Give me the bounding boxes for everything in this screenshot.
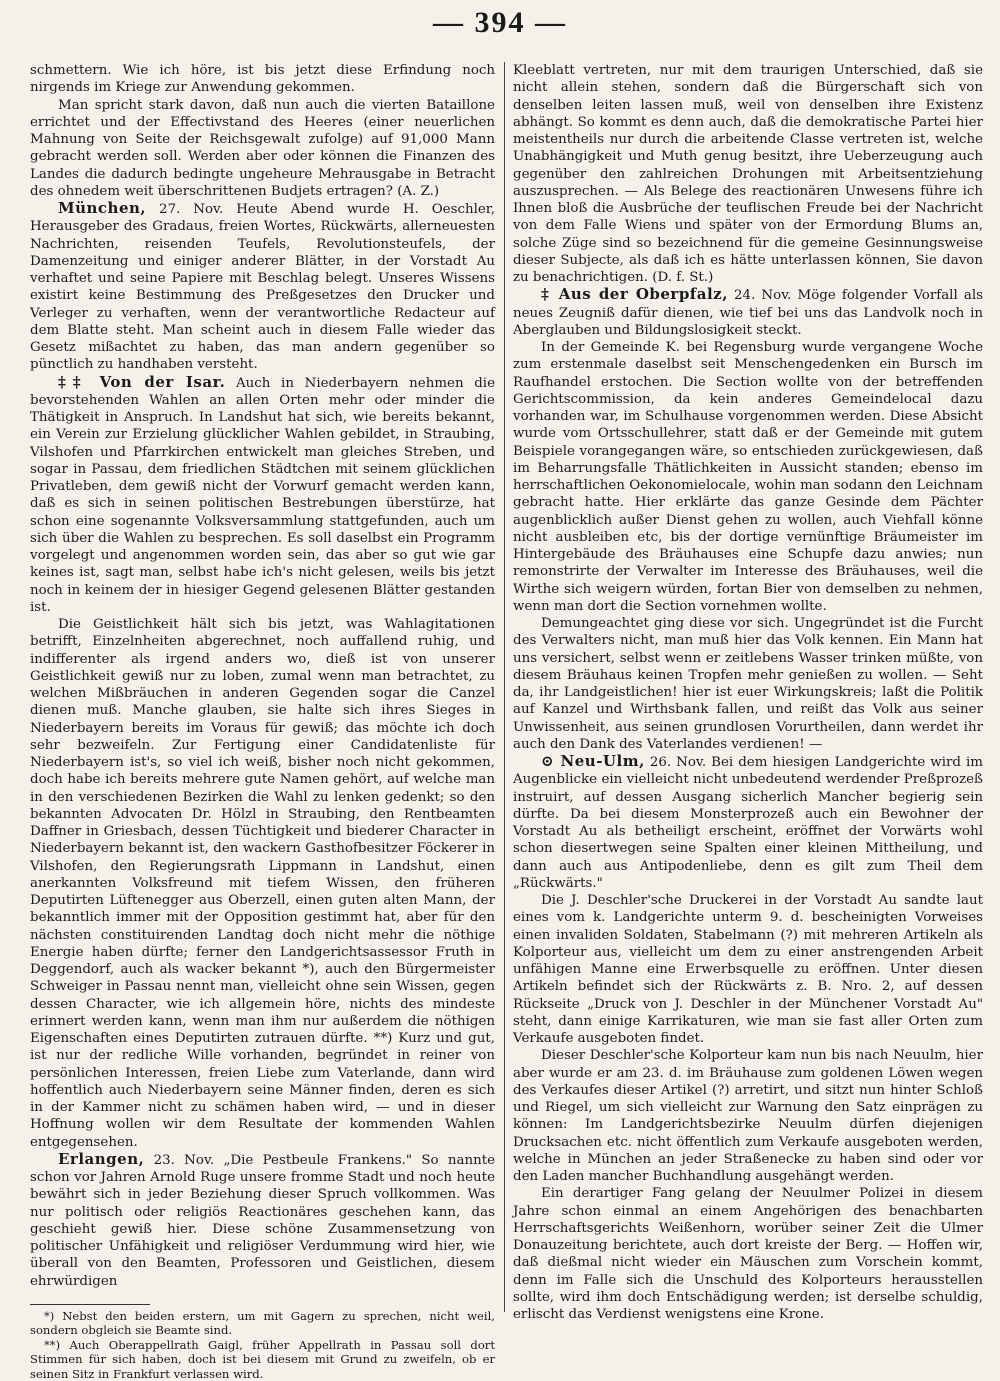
- dateline-place: ‡ Aus der Oberpfalz,: [541, 285, 728, 304]
- article-paragraph: [513, 615, 983, 753]
- paragraph-text: Ein derartiger Fang gelang der Neuulmer Polizei in diesem Jahre schon einmal an einem Angehörigen des benachbarten Herrschaftsgerichts Weißenhorn, worüber seiner Zeit die Ulmer Donauzeitung berichtete, auch dort kreiste der Berg. — Hoffen wir, daß dießmal nicht wieder ein Mäuschen zum Vorschein kommt, denn im Falle sich die Unschuld des Kolporteurs herausstellen sollte, wird ihm doch Entschädigung werden; ist derselbe schuldig, erlischt das Verdienst wenigstens eine Krone.: [513, 1186, 983, 1322]
- article-paragraph: [30, 616, 495, 1151]
- dateline-place: ⊙ Neu-Ulm,: [541, 752, 645, 770]
- dateline-place: Erlangen,: [58, 1149, 145, 1168]
- paragraph-text: Auch in Niederbayern nehmen die bevorstehenden Wahlen an allen Orten mehr oder minder die Thätigkeit in Anspruch. In Landshut hat sich, wie bereits bekannt, ein Verein zur Erzielung glücklicher Wahlen gebildet, in Straubing, Vilshofen und Pfarrkirchen entwickelt man gleiches Streben, und sogar in Passau, dem friedlichen Städtchen mit seinem glücklichen Privatleben, dem gewiß nicht der Vorwurf gemacht werden kann, daß es sich in seinen politischen Bestrebungen überstürze, hat schon eine sogenannte Volksversammlung stattgefunden, auch um sich über die Wahlen zu besprechen. Es soll daselbst ein Programm vorgelegt und angenommen worden sein, das aber so gut wie gar keines ist, sagt man, selbst habe ich's nicht gelesen, weils bis jetzt noch in keinem der in hiesiger Gegend gelesenen Blätter gestanden ist.: [30, 375, 495, 615]
- paragraph-text: In der Gemeinde K. bei Regensburg wurde vergangene Woche zum erstenmale daselbst seit Menschengedenken ein Bursch im Raufhandel erstochen. Die Section wollte von der betreffenden Gerichtscommission, da kein anderes Gemeindelocal dazu vorhanden war, im Schulhause vorgenommen werden. Diese Absicht wurde vom Ortsschullehrer, statt daß er der Gemeinde mit gutem Beispiele vorangegangen wäre, so entschieden zurückgewiesen, daß im Beharrungsfalle Thätlichkeiten in Aussicht standen; ebenso im herrschaftlichen Oekonomielocale, wohin man sodann den Leichnam gebracht hatte. Hier erklärte das ganze Gesinde dem Pächter augenblicklich außer Dienst gehen zu wollen, auch Viehfall könne nicht ausbleiben etc, bis der dortige vernünftige Bräumeister im Hintergebäude des Bräuhauses eine Schupfe dazu anwies; nun remonstrirte der Verwalter im Interesse des Bräuhauses, weil die Wirthe sich weigern würden, fortan Bier von demselben zu nehmen, wenn man dort die Section vornehmen wollte.: [513, 340, 983, 614]
- paragraph-text: Die Geistlichkeit hält sich bis jetzt, was Wahlagitationen betrifft, Einzelnheiten abgerechnet, noch auffallend ruhig, und indifferenter als irgend anders wo, dieß ist von unserer Geistlichkeit gewiß nur zu loben, zumal wenn man betrachtet, zu welchen Mißbräuchen in anderen Gegenden sogar die Canzel dienen muß. Manche glauben, sie halte sich ihres Sieges in Niederbayern bereits im Voraus für gewiß; das möchte ich doch sehr bezweifeln. Zur Fertigung einer Candidatenliste für Niederbayern ist's, so viel ich weiß, bisher noch nicht gekommen, doch habe ich bereits mehrere gute Namen gehört, auf welche man in den verschiedenen Bezirken die Wahl zu lenken gedenkt; so den bekannten Advocaten Dr. Hölzl in Straubing, den Rentbeamten Daffner in Griesbach, dessen Tüchtigkeit und biederer Character in Niederbayern bekannt ist, den wackern Gasthofbesitzer Föckerer in Vilshofen, den Regierungsrath Lippmann in Landshut, einen anerkannten Volksfreund mit tiefem Wissen, den früheren Deputirten Lüftenegger aus Oberzell, einen guten alten Mann, der bekanntlich immer mit der Opposition gestimmt hat, aber für den nächsten constituirenden Landtag doch nicht mehr die nöthige Energie haben dürfte; ferner den Landgerichtsassessor Fruth in Deggendorf, auch als wacker bekannt *), auch den Bürgermeister Schweiger in Passau nennt man, vielleicht ohne sein Wissen, gegen dessen Character, wie ich allgemein höre, nichts des mindeste erinnert werden kann, wenn man ihm nur außerdem die nöthigen Eigenschaften eines Deputirten zutrauen dürfte. **) Kurz und gut, ist nur der redliche Wille vorhanden, begründet in reiner von persönlichen Interessen, freien Liebe zum Vaterlande, dann wird hoffentlich auch Niederbayern seine Männer finden, deren es sich in der Kammer nicht zu schämen haben wird, — und in dieser Hoffnung wollen wir dem Resultate der kommenden Wahlen entgegensehen.: [30, 617, 495, 1150]
- paragraph-text: 24. Nov. Möge folgender Vorfall als neues Zeugniß dafür dienen, wie tief bei uns das Landvolk noch in Aberglauben und Bildungslosigkeit steckt.: [513, 288, 983, 338]
- article-paragraph: [30, 62, 495, 97]
- article-neu-ulm: [513, 753, 983, 892]
- article-isar: [30, 374, 495, 617]
- article-oberpfalz: [513, 286, 983, 339]
- column-divider: [504, 62, 505, 1312]
- article-munich: [30, 200, 495, 374]
- paragraph-text: Dieser Deschler'sche Kolporteur kam nun bis nach Neuulm, hier aber wurde er am 23. d. im Bräuhause zum goldenen Löwen wegen des Verkaufes dieser Artikel (?) arretirt, und sitzt nun hinter Schloß und Riegel, um sich vielleicht zur Warnung den Satz einprägen zu können: Im Landgerichtsbezirke Neuulm dürfen diejenigen Drucksachen etc. nicht öffentlich zum Verkaufe ausgeboten werden, welche in München an jeder Straßenecke zu haben sind oder vor den Laden mancher Buchhandlung ausgehängt werden.: [513, 1048, 983, 1184]
- article-erlangen: [30, 1151, 495, 1290]
- footnote: **) Auch Oberappellrath Gaigl, früher Appellrath in Passau soll dort Stimmen für sich haben, doch ist bei diesem mit Grund zu zweifeln, ob er seinen Sitz in Frankfurt verlassen wird.: [30, 1337, 495, 1381]
- footnote-rule: [30, 1304, 150, 1305]
- article-paragraph: [513, 62, 983, 286]
- paragraph-text: 26. Nov. Bei dem hiesigen Landgerichte wird im Augenblicke ein vielleicht nicht unbedeutend werdender Preßprozeß instruirt, auf dessen Ausgang sicherlich Mancher begierig sein dürfte. Da bei diesem Monsterprozeß auch ein Bewohner der Vorstadt Au als betheiligt erscheint, eröffnet der Vorwärts wohl schon diesertwegen seine Spalten einer kleinen Mittheilung, und dann auch aus Antipodenliebe, denn es gilt zum Theil dem „Rückwärts.": [513, 755, 983, 891]
- article-paragraph: [513, 339, 983, 615]
- paragraph-text: Kleeblatt vertreten, nur mit dem traurigen Unterschied, daß sie nicht allein stehen, sondern daß die Bürgerschaft sich von denselben leiten lassen muß, weil von denselben ihre Existenz abhängt. So kommt es denn auch, daß die demokratische Partei hier meistentheils nur durch die arbeitende Classe vertreten ist, welche Unabhängigkeit und Muth genug besitzt, ihre Ueberzeugung auch gegenüber den zahlreichen Drohungen mit Arbeitsentziehung auszusprechen. — Als Belege des reactionären Unwesens führe ich Ihnen bloß die Ausbrüche der teuflischen Freude bei der Nachricht von dem Falle Wiens und später von der Ermordung Blums an, solche Züge sind so bezeichnend für die gemeine Gesinnungsweise dieser Subjecte, als daß ich es hätte unterlassen können, Sie davon zu benachrichtigen. (D. f. St.): [513, 63, 983, 285]
- page-number: — 394 —: [433, 6, 567, 39]
- dateline-place: ‡‡ Von der Isar.: [58, 372, 226, 391]
- article-paragraph: [513, 1185, 983, 1323]
- paragraph-text: Demungeachtet ging diese vor sich. Ungegründet ist die Furcht des Verwalters nicht, man muß hier das Volk kennen. Ein Mann hat uns versichert, selbst wenn er zeitlebens Wasser trinken müßte, von diesem Bräuhaus keinen Tropfen mehr genießen zu wollen. — Seht da, ihr Landgeistlichen! hier ist euer Wirkungskreis; laßt die Politik auf Kanzel und Wirthsbank fallen, und reißt das Volk aus seiner Unwissenheit, aus seinen grundlosen Vorurtheilen, dann werdet ihr auch den Dank des Vaterlandes verdienen! —: [513, 616, 983, 752]
- footnote: *) Nebst den beiden erstern, um mit Gagern zu sprechen, nicht weil, sondern obgleich sie Beamte sind.: [30, 1308, 495, 1338]
- article-paragraph: [513, 1047, 983, 1185]
- paragraph-text: Man spricht stark davon, daß nun auch die vierten Bataillone errichtet und der Effectivstand des Heeres (einer neuerlichen Mahnung von Seite der Reichsgewalt zufolge) auf 91,000 Mann gebracht werden soll. Werden aber oder können die Finanzen des Landes die dadurch bedingte ungeheure Mehrausgabe in Betracht des ohnedem weit überschrittenen Budjets ertragen? (A. Z.): [30, 97, 495, 199]
- paragraph-text: 27. Nov. Heute Abend wurde H. Oeschler, Herausgeber des Gradaus, freien Wortes, Rückwärts, allerneuesten Nachrichten, reisenden Teufels, Revolutionsteufels, der Damenzeitung und einiger anderer Blätter, in der Vorstadt Au verhaftet und seine Papiere mit Beschlag belegt. Unseres Wissens existirt keine Bestimmung des Preßgesetzes den Drucker und Verleger zu verhaften, wenn der verantwortliche Redacteur auf dem Blatte steht. Man scheint auch in diesem Falle wieder das Gesetz mißachtet zu haben, das man andern gegenüber so pünctlich zu handhaben versteht.: [30, 202, 495, 373]
- paragraph-text: schmettern. Wie ich höre, ist bis jetzt diese Erfindung noch nirgends im Kriege zur Anwendung gekommen.: [30, 63, 495, 96]
- dateline-place: München,: [58, 199, 147, 217]
- right-column: [513, 62, 983, 1324]
- left-column: [30, 62, 495, 1381]
- article-paragraph: [30, 97, 495, 201]
- article-paragraph: [513, 892, 983, 1047]
- paragraph-text: 23. Nov. „Die Pestbeule Frankens." So nannte schon vor Jahren Arnold Ruge unsere fromme Stadt und noch heute bewährt sich in jeder Beziehung dieser Spruch vollkommen. Was nur politisch oder religiös Reactionäres geschehen kann, das geschieht gewiß hier. Diese schöne Zusammensetzung von politischer Unfähigkeit und religiöser Verdummung wird hier, wie überall von den Beamten, Professoren und Geistlichen, diesem ehrwürdigen: [30, 1152, 495, 1289]
- paragraph-text: Die J. Deschler'sche Druckerei in der Vorstadt Au sandte laut eines vom k. Landgerichte unterm 9. d. bescheinigten Vorweises einen invaliden Soldaten, Stabelmann (?) mit mehreren Artikeln als Kolporteur aus, vielleicht um dem zu einer anstrengenden Arbeit unfähigen Manne eine Erwerbsquelle zu eröffnen. Unter diesen Artikeln befindet sich der Rückwärts z. B. Nro. 2, auf dessen Rückseite „Druck von J. Deschler in der Münchener Vorstadt Au" steht, dann einige Karrikaturen, wie man sie fast aller Orten zum Verkaufe ausgeboten findet.: [513, 893, 983, 1046]
